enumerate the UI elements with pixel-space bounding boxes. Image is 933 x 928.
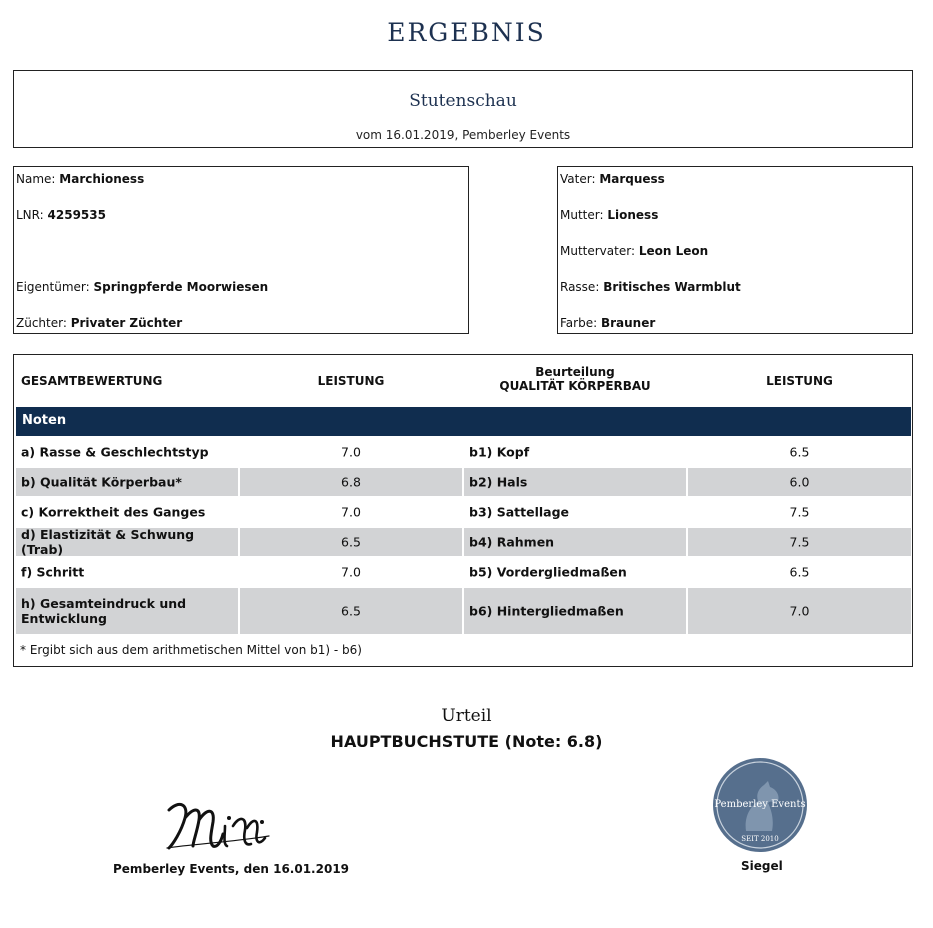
horse-breeder-line [16,316,182,330]
coat-color-value: Brauner [600,316,656,330]
criterion-label: a) Rasse & Geschlechtstyp [21,444,209,460]
criterion-label: b6) Hintergliedmaßen [469,603,624,619]
score-cell [688,498,911,526]
father-label: Vater: [560,172,596,186]
table-row [16,528,911,556]
criterion-label: b1) Kopf [469,444,530,460]
horse-name-value: Marchioness [59,172,145,186]
score-value: 7.0 [341,504,361,520]
score-value: 7.0 [341,444,361,460]
criterion-cell [16,468,238,496]
horse-lnr-value: 4259535 [47,208,106,222]
score-value: 7.5 [789,504,810,520]
horse-breeder-label: Züchter: [16,316,67,330]
criterion-cell [16,558,238,586]
pedigree-info-box [557,166,913,334]
score-cell [240,588,462,634]
table-row [16,498,911,526]
score-value: 6.5 [341,603,361,619]
criterion-label: b) Qualität Körperbau* [21,474,182,490]
score-table [13,354,913,667]
horse-lnr-line [16,208,106,222]
criterion-cell [464,498,686,526]
header-assessment-line1: Beurteilung [535,365,615,379]
maternal-sire-label: Muttervater: [560,244,635,258]
score-cell [688,468,911,496]
score-cell [240,468,462,496]
seal-emblem [712,757,808,853]
header-performance-left: LEISTUNG [317,374,385,388]
horse-breeder-value: Privater Züchter [70,316,183,330]
footnote: * Ergibt sich aus dem arithmetischen Mittel von b1) - b6) [20,643,362,657]
horse-owner-value: Springpferde Moorwiesen [93,280,269,294]
noten-section-label: Noten [22,413,67,428]
signature-caption: Pemberley Events, den 16.01.2019 [113,862,350,876]
table-row [16,438,911,466]
show-name: Stutenschau [409,91,517,111]
coat-color-label: Farbe: [560,316,598,330]
score-cell [688,588,911,634]
score-cell [240,438,462,466]
verdict-result: HAUPTBUCHSTUTE (Note: 6.8) [330,732,603,751]
horse-lnr-label: LNR: [16,208,44,222]
criterion-cell [16,498,238,526]
score-cell [688,438,911,466]
maternal-sire-value: Leon Leon [638,244,709,258]
horse-owner-line [16,280,268,294]
header-performance-right: LEISTUNG [766,374,833,388]
table-row [16,468,911,496]
score-cell [688,558,911,586]
seal-text-bottom: SEIT 2010 [741,835,779,843]
color-line [560,316,655,330]
horse-owner-label: Eigentümer: [16,280,90,294]
score-value: 6.5 [789,444,810,460]
handwritten-signature [163,798,273,858]
score-cell [688,528,911,556]
breed-value: Britisches Warmblut [603,280,741,294]
score-cell [240,528,462,556]
criterion-label: b3) Sattellage [469,504,570,520]
criterion-cell [16,528,238,556]
maternal-sire-line [560,244,708,258]
criterion-label: b2) Hals [469,474,528,490]
criterion-cell [464,468,686,496]
criterion-label: d) Elastizität & Schwung (Trab) [21,527,195,557]
header-overall: GESAMTBEWERTUNG [21,374,163,388]
score-value: 6.0 [789,474,810,490]
score-value: 7.0 [789,603,810,619]
criterion-cell [16,588,238,634]
noten-section-bar [16,407,911,436]
verdict-label: Urteil [441,706,492,726]
header-assessment [464,365,686,393]
criterion-label: h) Gesamteindruck und Entwicklung [21,596,187,626]
criterion-cell [464,438,686,466]
score-value: 6.8 [341,474,361,490]
score-value: 6.5 [789,564,810,580]
horse-name-label: Name: [16,172,56,186]
criterion-cell [464,528,686,556]
mother-line [560,208,658,222]
criterion-label: c) Korrektheit des Ganges [21,504,206,520]
criterion-cell [464,588,686,634]
horse-info-box [13,166,469,334]
criterion-cell [464,558,686,586]
score-cell [240,558,462,586]
criterion-label: b5) Vordergliedmaßen [469,564,627,580]
father-value: Marquess [599,172,665,186]
breed-label: Rasse: [560,280,600,294]
score-value: 6.5 [341,534,361,550]
father-line [560,172,665,186]
criterion-cell [16,438,238,466]
mother-label: Mutter: [560,208,604,222]
score-cell [240,498,462,526]
show-header-box [13,70,913,148]
criterion-label: f) Schritt [21,564,85,580]
horse-name-line [16,172,144,186]
header-assessment-line2: QUALITÄT KÖRPERBAU [499,379,651,393]
show-date-line: vom 16.01.2019, Pemberley Events [355,128,571,142]
score-value: 7.0 [341,564,361,580]
breed-line [560,280,741,294]
table-row [16,558,911,586]
table-row [16,588,911,634]
page-title: ERGEBNIS [387,18,546,47]
seal-text-top: Pemberley Events [714,799,806,810]
score-value: 7.5 [789,534,810,550]
mother-value: Lioness [607,208,659,222]
criterion-label: b4) Rahmen [469,534,555,550]
seal-caption: Siegel [741,859,783,873]
